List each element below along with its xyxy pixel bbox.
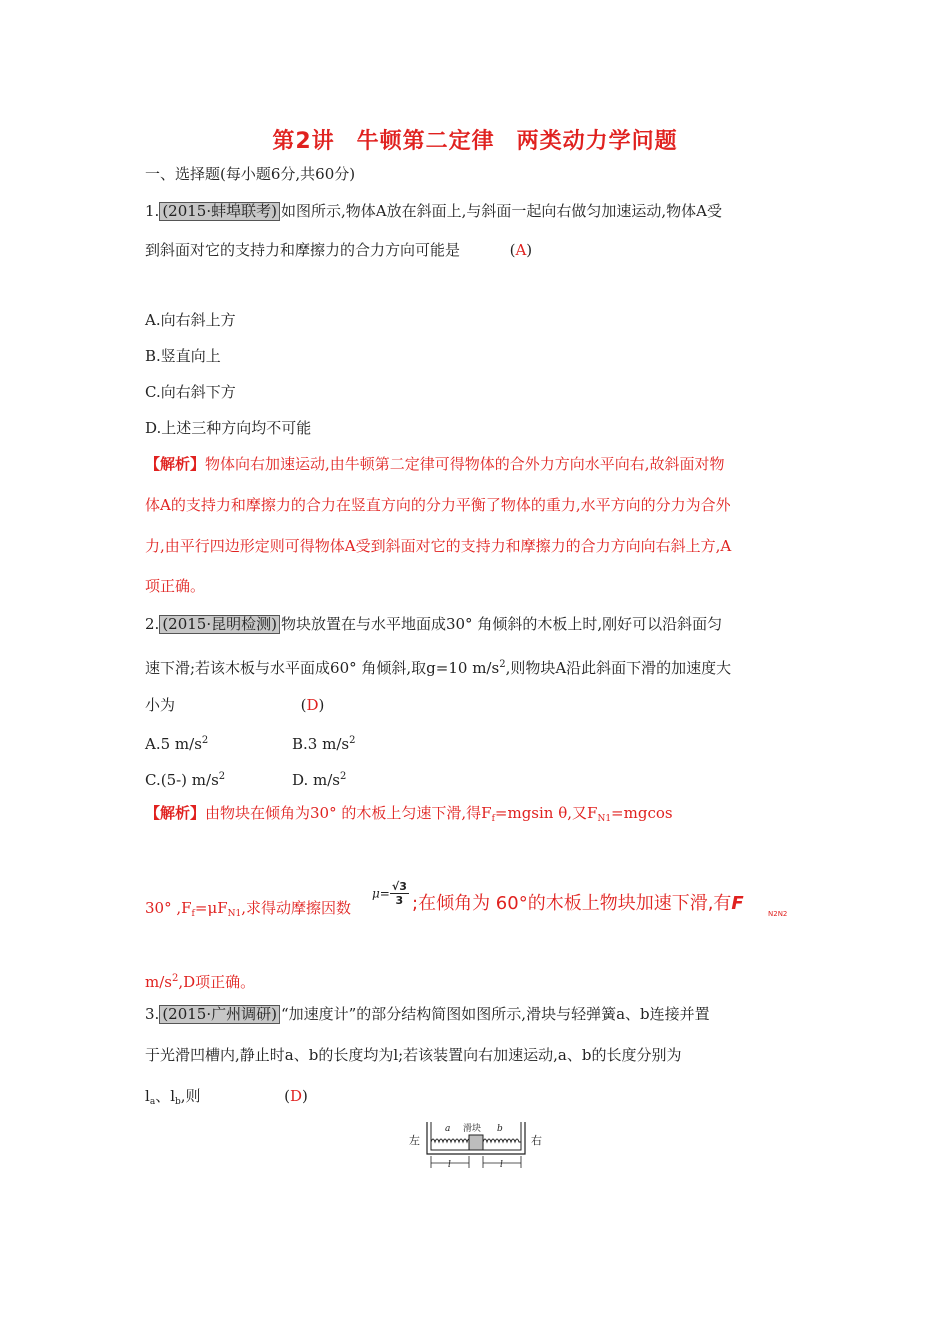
q3-answer-close: ) <box>302 1087 308 1105</box>
q2-option-d-sq: 2 <box>340 771 347 782</box>
q2-option-d <box>292 767 346 790</box>
fig-slider-block <box>469 1135 483 1150</box>
q2-frac-num: √3 <box>391 880 407 893</box>
q2-sq: 2 <box>499 659 506 670</box>
fig-right-label: 右 <box>531 1134 542 1147</box>
title-subtopic: 两类动力学问题 <box>516 129 678 154</box>
q2-line3 <box>145 695 324 715</box>
q2-explain-2b: =μF <box>194 899 228 917</box>
q1-explain-line2: 体A的支持力和摩擦力的合力在竖直方向的分力平衡了物体的重力,水平方向的分力为合外 <box>145 496 731 514</box>
q3-answer-open: ( <box>284 1087 290 1105</box>
q2-option-b-sq: 2 <box>349 735 356 746</box>
q1-option-b: B.竖直向上 <box>145 347 221 365</box>
fig-spring-a <box>431 1139 471 1142</box>
q1-option-d: D.上述三种方向均不可能 <box>145 419 312 437</box>
q2-explain-line1 <box>145 803 673 829</box>
q2-stem-1: 物块放置在与水平地面成30° 角倾斜的木板上时,刚好可以沿斜面匀 <box>280 615 723 633</box>
section-heading: 一、选择题(每小题6分,共60分) <box>145 165 356 183</box>
q2-frac-den: 3 <box>395 894 404 907</box>
q2-line1 <box>145 614 722 634</box>
q2-explain-3b: ,D项正确。 <box>178 973 256 991</box>
q2-answer: D <box>306 696 319 714</box>
q2-source-tag: (2015·昆明检测) <box>159 615 280 634</box>
q2-explain-1a: 由物块在倾角为30° 的木板上匀速下滑,得F <box>205 804 492 822</box>
q1-explain-head: 【解析】 <box>145 455 206 473</box>
q2-explain-2c: ,求得动摩擦因数 <box>241 899 351 917</box>
title-topic: 牛顿第二定律 <box>356 129 495 154</box>
q2-option-a-text: A.5 m/s <box>145 735 202 753</box>
q1-line2 <box>145 240 532 260</box>
q2-mu-symbol: μ= <box>372 886 390 901</box>
q1-number: 1. <box>145 202 160 220</box>
q2-answer-close: ) <box>318 696 325 714</box>
q2-explain-2a: 30° ,F <box>145 899 192 917</box>
accelerometer-figure <box>405 1116 550 1172</box>
q2-explain-1-sub1: f <box>491 814 495 824</box>
q2-option-c-text: C.(5-) m/s <box>145 771 219 789</box>
q1-line1 <box>145 201 722 221</box>
q1-option-c: C.向右斜下方 <box>145 383 236 401</box>
q2-explain-2-sub1: f <box>191 909 195 919</box>
q1-explain-line3: 力,由平行四边形定则可得物体A受到斜面对它的支持力和摩擦力的合力方向向右斜上方,A <box>145 537 732 555</box>
fig-length-a: l <box>448 1160 451 1170</box>
q1-explain-line1 <box>145 454 725 474</box>
q2-explain-1-sub2: N1 <box>597 814 612 824</box>
q2-mu-fraction <box>390 880 409 907</box>
q2-explain-2-tail: N2N2 <box>768 910 788 918</box>
q2-explain-2-F: F <box>731 893 744 914</box>
q2-stem-2b: ,则物块A沿此斜面下滑的加速度大 <box>505 659 732 677</box>
fig-label-block: 滑块 <box>463 1124 482 1134</box>
q3-stem-1: “加速度计”的部分结构简图如图所示,滑块与轻弹簧a、b连接并置 <box>280 1005 710 1023</box>
q2-explain-3-sq: 2 <box>171 973 179 984</box>
q2-explain-line2 <box>145 898 351 924</box>
q2-answer-open: ( <box>300 696 307 714</box>
q2-option-a-sq: 2 <box>201 735 209 746</box>
q2-explain-2d: ;在倾角为 60°的木板上物块加速下滑,有 <box>412 893 732 914</box>
q1-answer-open: ( <box>509 241 516 259</box>
fig-spring-b <box>483 1139 521 1142</box>
q2-number: 2. <box>145 615 160 633</box>
q2-stem-2a: 速下滑;若该木板与水平面成60° 角倾斜,取g=10 m/s <box>145 659 500 677</box>
q1-stem-1: 如图所示,物体A放在斜面上,与斜面一起向右做匀加速运动,物体A受 <box>280 202 722 220</box>
q1-source-tag: (2015·蚌埠联考) <box>159 202 280 221</box>
fig-label-b: b <box>497 1124 503 1134</box>
q2-option-b <box>292 731 355 754</box>
q2-explain-1b: =mgsin θ,又F <box>494 804 598 822</box>
q2-option-b-text: B.3 m/s <box>292 735 350 753</box>
page-title <box>0 124 950 155</box>
q1-explain-line4: 项正确。 <box>145 577 206 595</box>
q3-source-tag: (2015·广州调研) <box>159 1005 280 1024</box>
q3-line3 <box>145 1086 308 1112</box>
q1-answer: A <box>515 241 527 259</box>
q2-option-c <box>145 767 225 790</box>
q2-explain-line3 <box>145 969 255 992</box>
q3-number: 3. <box>145 1005 160 1023</box>
q3-sub-b: b <box>175 1097 181 1107</box>
q2-line2 <box>145 655 731 678</box>
q3-line1 <box>145 1004 710 1024</box>
q2-explain-1c: =mgcos <box>611 804 673 822</box>
q3-stem-3c: ,则 <box>180 1087 201 1105</box>
q2-option-a <box>145 731 208 754</box>
q2-explain-head: 【解析】 <box>145 804 206 822</box>
q2-explain-3a: m/s <box>145 973 172 991</box>
q2-option-d-text: D. m/s <box>292 771 341 789</box>
q1-answer-close: ) <box>526 241 533 259</box>
q3-line2: 于光滑凹槽内,静止时a、b的长度均为l;若该装置向右加速运动,a、b的长度分别为 <box>145 1046 682 1064</box>
q3-stem-3b: 、l <box>155 1087 175 1105</box>
q2-explain-2-sub2: N1 <box>227 909 242 919</box>
q1-explain-text-1: 物体向右加速运动,由牛顿第二定律可得物体的合外力方向水平向右,故斜面对物 <box>205 455 725 473</box>
q2-stem-3: 小为 <box>145 696 176 714</box>
q3-answer: D <box>289 1087 302 1105</box>
title-lecture: 第2讲 <box>272 129 335 154</box>
fig-label-a: a <box>445 1124 451 1134</box>
q1-option-a: A.向右斜上方 <box>145 311 236 329</box>
q1-stem-2: 到斜面对它的支持力和摩擦力的合力方向可能是 <box>145 241 461 259</box>
fig-length-b: l <box>500 1160 503 1170</box>
q2-explain-line2-image <box>412 889 744 915</box>
q3-stem-3a: l <box>145 1087 150 1105</box>
q2-option-c-sq: 2 <box>218 771 226 782</box>
fig-left-label: 左 <box>409 1134 420 1147</box>
q2-mu-formula <box>372 880 409 907</box>
q3-sub-a: a <box>149 1097 156 1107</box>
